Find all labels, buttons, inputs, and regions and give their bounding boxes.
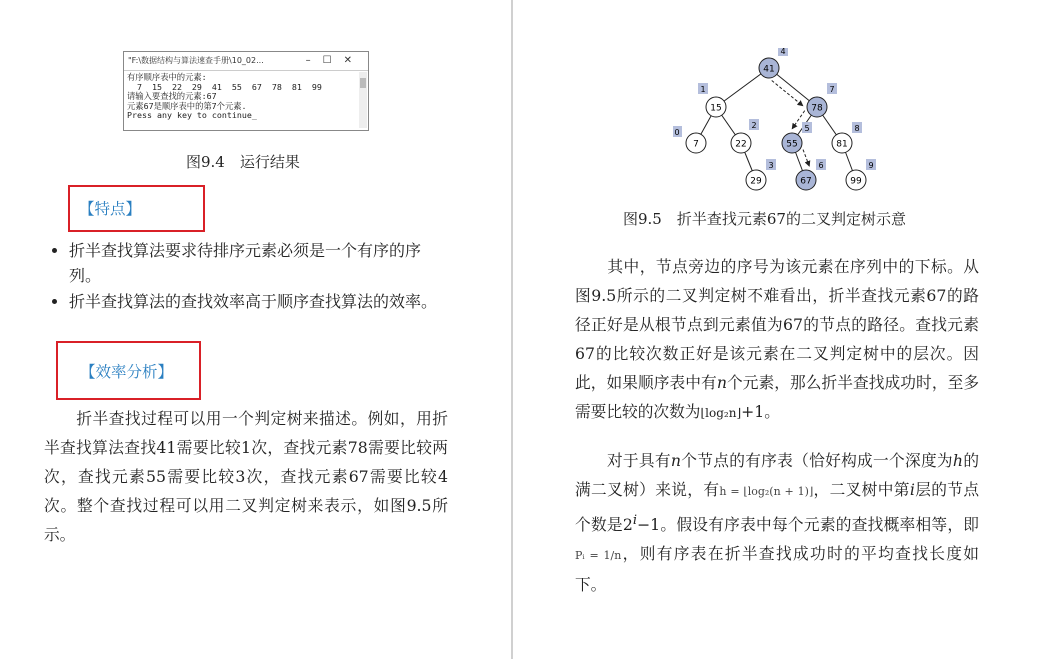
tree-node-index: 1 [700,85,706,94]
console-line: Press any key to continue_ [127,110,257,121]
paragraph: 对于具有n个节点的有序表（恰好构成一个深度为h的满二叉树）来说，有h = ⌊log₂(n + 1)⌋，二叉树中第i层的节点个数是$2^i-1$。假设有序表中每个元素的查找概率相等，即Pᵢ = 1/n，则有序表在折半查找成功时的平均查找长度如下。 [575,451,980,595]
maximize-icon: ☐ [322,55,344,66]
var-h: h [952,451,964,470]
tree-node-index: 7 [829,85,835,94]
tree-node-index: 0 [674,128,680,137]
formula: ⌊log₂n⌋ [700,406,742,420]
tree-node-value: 22 [735,139,747,150]
console-window [123,51,369,131]
bullet-icon [52,299,57,304]
tree-node-index: 9 [868,161,874,170]
paragraph: 其中，节点旁边的序号为该元素在序列中的下标。从图9.5所示的二叉判定树不难看出，折半查找元素67的路径正好是从根节点到元素值为67的节点的路径。查找元素67的比较次数正好是该元素在二叉判定树中的层次。因此，如果顺序表中有n个元素，那么折半查找成功时，至多需要比较的次数为⌊log₂n⌋+1。 [575,257,980,421]
console-scrollbar [359,72,367,128]
tree-node-index: 2 [751,121,757,130]
console-titlebar [124,52,368,71]
tree-node [746,159,776,190]
console-output [124,71,368,123]
tree-node-value: 15 [710,103,722,114]
window-controls [306,52,364,70]
search-path-arrow [772,81,803,106]
superscript: i [632,513,637,528]
list-item [52,289,452,339]
var-n: n [716,373,727,392]
tree-node-index: 5 [804,124,810,133]
tree-node-value: 78 [811,103,823,114]
tree-node-value: 7 [693,139,699,150]
tree-node [782,122,812,153]
figure-caption: 图9.5 折半查找元素67的二叉判定树示意 [623,210,906,228]
paragraph: 折半查找过程可以用一个判定树来描述。例如，用折半查找算法查找41需要比较1次，查找元素78需要比较两次，查找元素55需要比较3次，查找元素67需要比较4次。整个查找过程可以用二叉判定树来表示，如图9.5所示。 [44,409,448,544]
section-heading: 【效率分析】 [80,363,174,381]
tree-node [673,126,706,153]
close-icon: ✕ [343,55,364,66]
tree-node-index: 3 [768,161,774,170]
tree-node-value: 81 [836,139,848,150]
figure-caption: 图9.4 运行结果 [186,153,300,171]
tree-node-index: 6 [818,161,824,170]
list-item-text: 折半查找算法要求待排序元素必须是一个有序的序列。 [69,241,422,285]
tree-node-value: 29 [750,176,762,187]
tree-node-value: 67 [800,176,812,187]
search-path-arrow [803,150,809,166]
tree-node [698,83,726,117]
tree-node [796,159,826,190]
list-item [52,238,452,288]
var-n: n [670,451,681,470]
console-line: 7 15 22 29 41 55 67 78 81 99 [127,81,322,92]
tree-node-value: 41 [763,64,775,75]
formula: Pᵢ = 1/n [575,549,622,563]
console-line: 有序顺序表中的元素: [127,72,207,82]
tree-node-index: 8 [854,124,860,133]
tree-node [759,48,788,78]
bullet-icon [52,248,57,253]
right-page [513,0,1041,659]
tree-node-value: 55 [786,139,798,150]
console-line: 请输入要查找的元素:67 [127,91,217,102]
tree-node [832,122,862,153]
tree-node [846,159,876,190]
left-page [0,0,511,659]
tree-node-value: 99 [850,176,862,187]
list-item-text: 折半查找算法的查找效率高于顺序查找算法的效率。 [69,292,438,311]
tree-node [807,83,837,117]
section-heading: 【特点】 [79,200,142,218]
tree-node-index: 4 [780,48,786,56]
tree-node [731,119,759,153]
console-title: "F:\数据结构与算法速查手册\10_02... [128,56,264,65]
cursor: _ [251,110,257,121]
minimize-icon: – [305,55,323,66]
formula: h = ⌊log₂(n + 1)⌋ [719,485,814,498]
var-i: i [909,480,915,499]
scrollbar-thumb [360,78,366,88]
console-line: 元素67是顺序表中的第7个元素. [127,100,247,111]
decision-tree [673,48,903,198]
